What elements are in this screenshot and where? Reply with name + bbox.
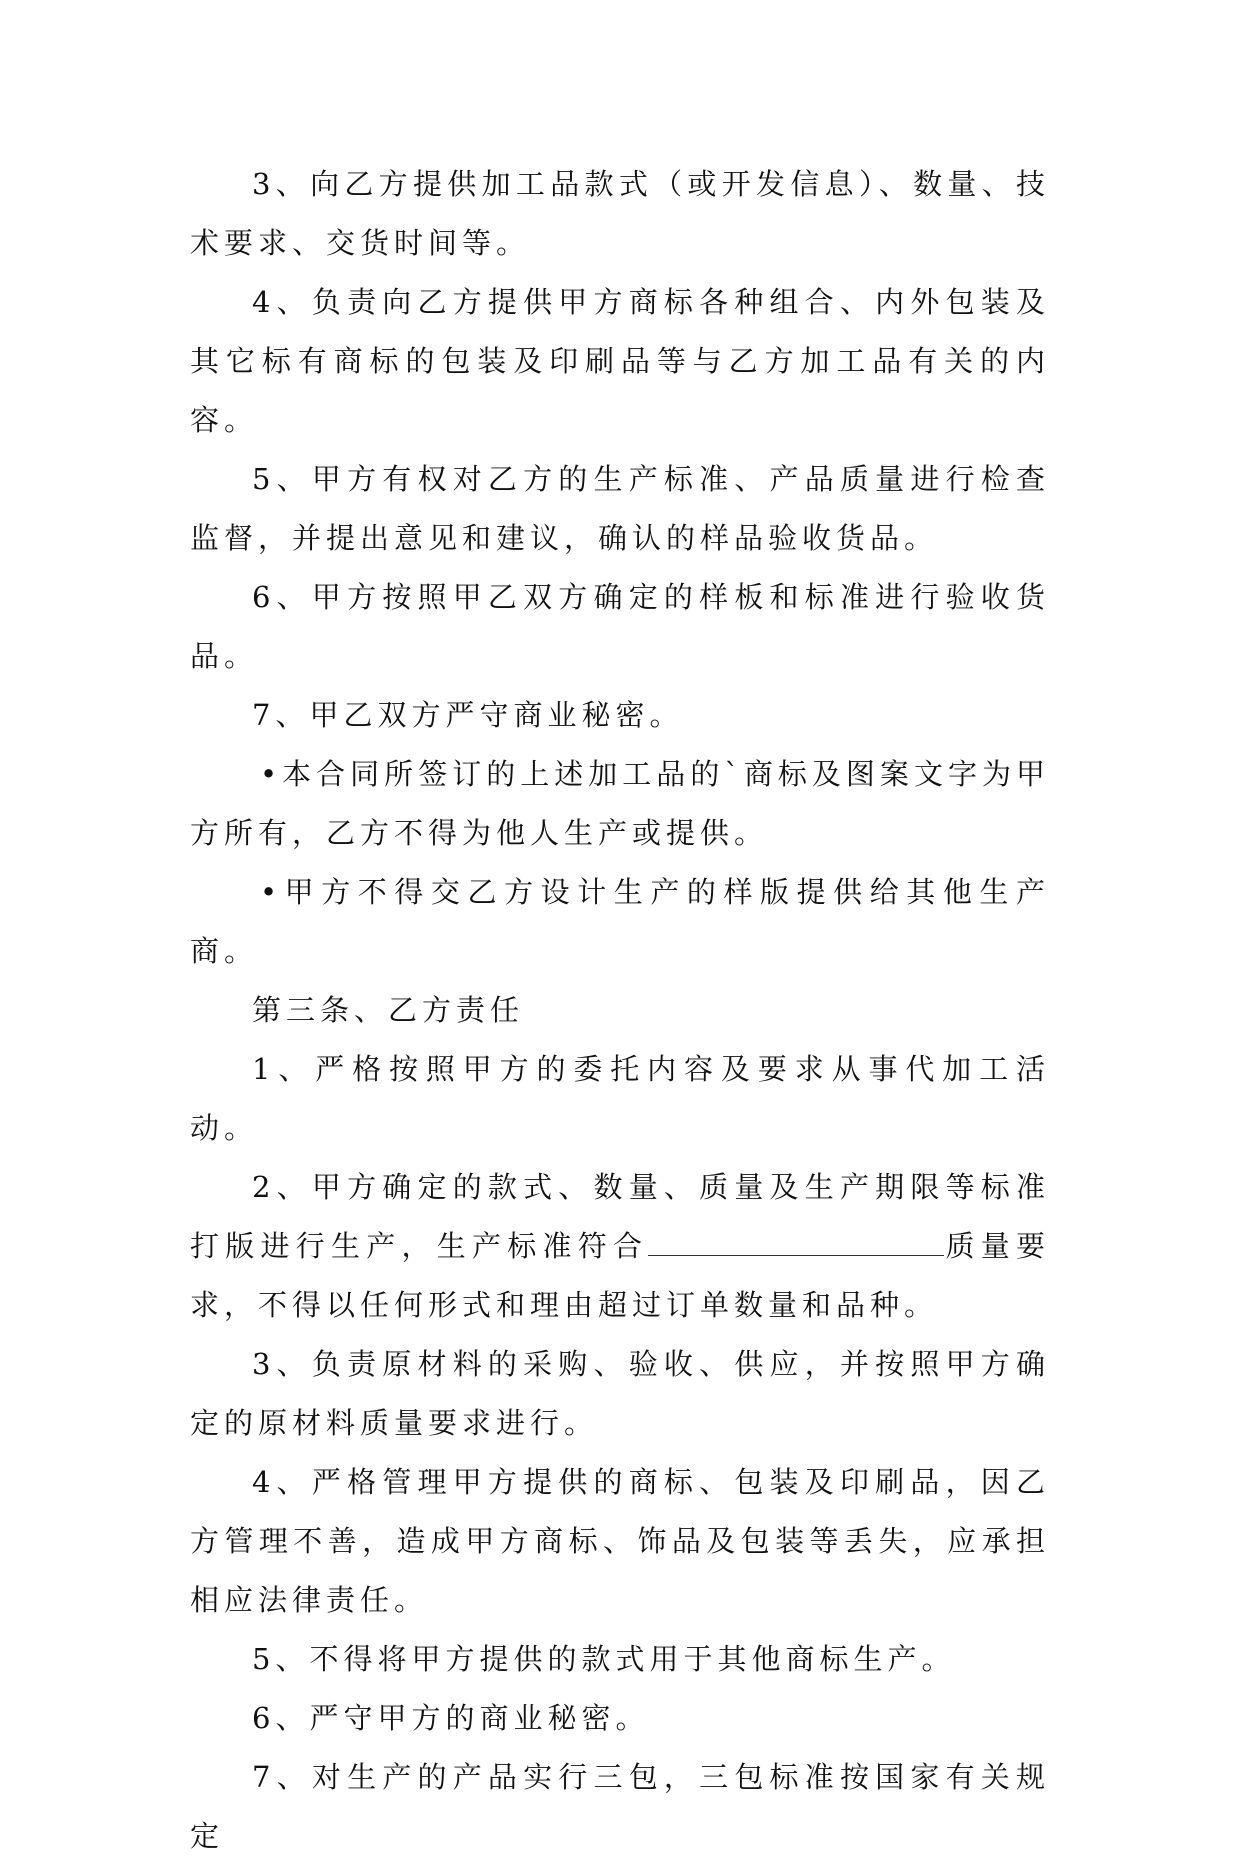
fill-in-blank-line (648, 1227, 944, 1256)
bullet-paragraph: •本合同所签订的上述加工品的`商标及图案文字为甲方所有，乙方不得为他人生产或提供。 (190, 757, 1050, 850)
paragraph: 1、严格按照甲方的委托内容及要求从事代加工活动。 (190, 1052, 1050, 1145)
paragraph: 3、负责原材料的采购、验收、供应，并按照甲方确定的原材料质量要求进行。 (190, 1347, 1050, 1440)
paragraph: 6、甲方按照甲乙双方确定的样板和标准进行验收货品。 (190, 580, 1050, 673)
paragraph-text-before-blank: 2、甲方确定的款式、数量、质量及生产期限等标准打版进行生产，生产标准符合 (190, 1170, 1050, 1263)
section-heading: 第三条、乙方责任 (252, 993, 525, 1027)
paragraph: 6、严守甲方的商业秘密。 (252, 1701, 650, 1735)
paragraph: 7、对生产的产品实行三包，三包标准按国家有关规定 (190, 1760, 1050, 1853)
paragraph-text-after-blank: 质量要求，不得以任何形式和理由超过订单数量和品种。 (190, 1229, 1050, 1322)
paragraph: 5、甲方有权对乙方的生产标准、产品质量进行检查监督，并提出意见和建议，确认的样品验收货品。 (190, 462, 1050, 555)
paragraph: 4、负责向乙方提供甲方商标各种组合、内外包装及其它标有商标的包装及印刷品等与乙方加工品有关的内容。 (190, 285, 1050, 437)
paragraph: 5、不得将甲方提供的款式用于其他商标生产。 (252, 1642, 956, 1676)
document-body (190, 155, 1050, 1866)
bullet-paragraph: •甲方不得交乙方设计生产的样版提供给其他生产商。 (190, 875, 1050, 968)
paragraph-with-blank (190, 1158, 1050, 1335)
paragraph: 7、甲乙双方严守商业秘密。 (252, 698, 684, 732)
paragraph: 4、严格管理甲方提供的商标、包装及印刷品，因乙方管理不善，造成甲方商标、饰品及包装等丢失，应承担相应法律责任。 (190, 1465, 1050, 1617)
paragraph: 3、向乙方提供加工品款式（或开发信息）、数量、技术要求、交货时间等。 (190, 167, 1050, 260)
